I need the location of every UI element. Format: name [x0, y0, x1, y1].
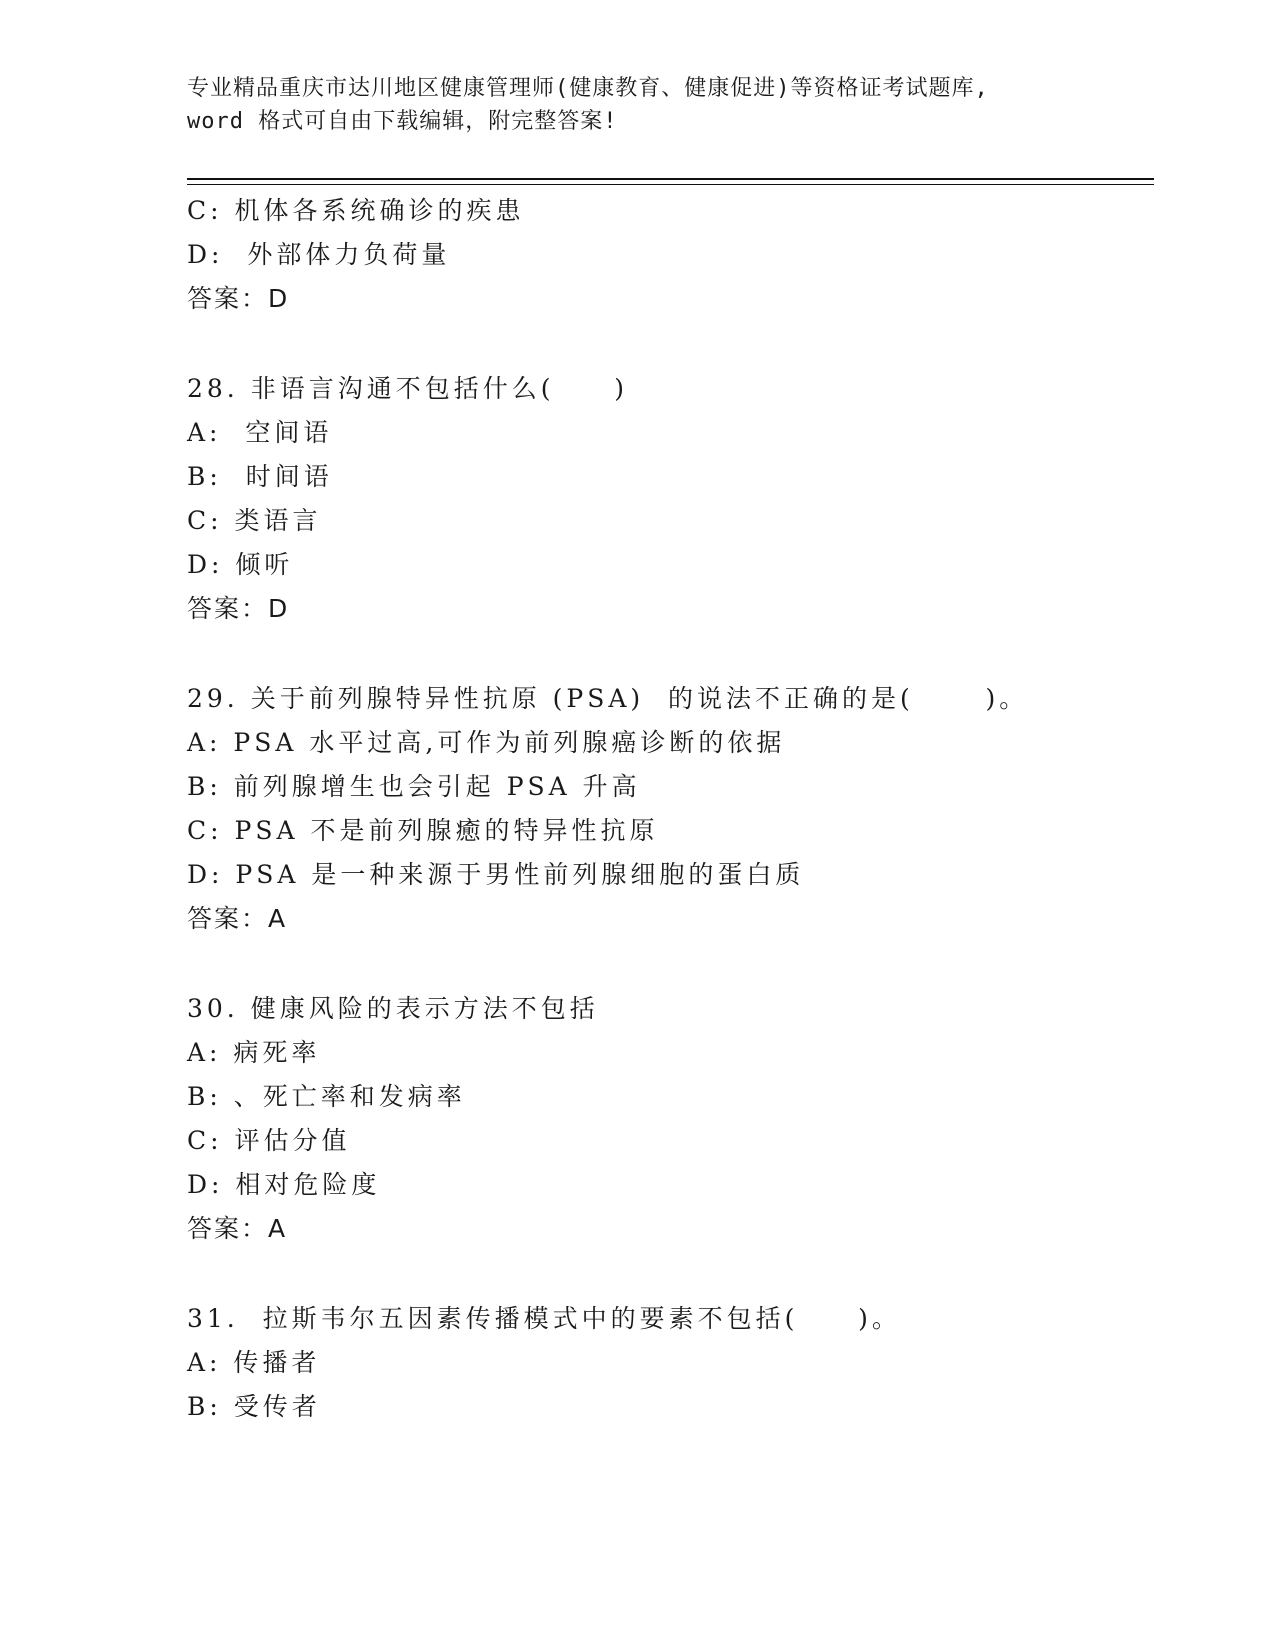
- q29-answer: 答案：A: [187, 904, 288, 933]
- header-line-1: 专业精品重庆市达川地区健康管理师(健康教育、健康促进)等资格证考试题库,: [187, 76, 989, 101]
- q30-question: 30. 健康风险的表示方法不包括: [187, 994, 599, 1023]
- q28-option-d: D: 倾听: [187, 550, 294, 579]
- q27-option-d: D: 外部体力负荷量: [187, 240, 451, 269]
- q28-answer: 答案：D: [187, 594, 290, 623]
- q28-question: 28. 非语言沟通不包括什么( ): [187, 374, 628, 403]
- q30-option-c: C: 评估分值: [187, 1126, 351, 1155]
- header-divider: [187, 178, 1154, 180]
- q30-option-d: D: 相对危险度: [187, 1170, 381, 1199]
- q29-option-b: B: 前列腺增生也会引起 PSA 升高: [187, 772, 641, 801]
- q29-option-c: C: PSA 不是前列腺癒的特异性抗原: [187, 816, 659, 845]
- q29-question: 29. 关于前列腺特异性抗原 (PSA) 的说法不正确的是( )。: [187, 684, 1029, 713]
- q27-answer: 答案：D: [187, 284, 290, 313]
- q31-question: 31. 拉斯韦尔五因素传播模式中的要素不包括( )。: [187, 1304, 901, 1333]
- header-divider-thin: [187, 184, 1154, 185]
- q31-option-b: B: 受传者: [187, 1392, 321, 1421]
- q28-option-b: B: 时间语: [187, 462, 333, 491]
- q27-option-c: C: 机体各系统确诊的疾患: [187, 196, 525, 225]
- q31-option-a: A: 传播者: [187, 1348, 321, 1377]
- q30-option-b: B: 、死亡率和发病率: [187, 1082, 466, 1111]
- q29-option-d: D: PSA 是一种来源于男性前列腺细胞的蛋白质: [187, 860, 805, 889]
- q30-option-a: A: 病死率: [187, 1038, 321, 1067]
- q29-option-a: A: PSA 水平过高,可作为前列腺癌诊断的依据: [187, 728, 786, 757]
- q28-option-c: C: 类语言: [187, 506, 322, 535]
- q28-option-a: A: 空间语: [187, 418, 333, 447]
- q30-answer: 答案：A: [187, 1214, 288, 1243]
- header-line-2: word 格式可自由下载编辑，附完整答案!: [187, 109, 618, 134]
- document-header: [187, 72, 1087, 138]
